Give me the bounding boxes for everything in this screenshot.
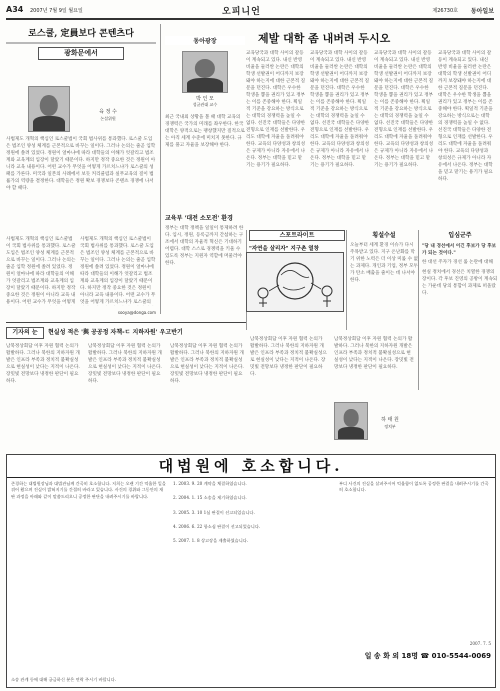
plaza-author-name: 박 인 모 <box>196 96 214 102</box>
ad-item-5: 5. 2007. 1. 8 상고장을 제출하였습니다. <box>173 538 249 544</box>
page-number: A34 <box>6 5 24 14</box>
spotlight-title: "자연을 살리자" 지구촌 열창 <box>249 246 319 252</box>
section-title: 오피니언 <box>222 7 261 17</box>
editorial-body-3: 교육당국과 대학 사이의 갈등이 계속되고 있다. 내신 반영 비율을 둘러싼 논란은 대학의 학생 선발권이 어디까지 보장돼야 하는지에 대한 근본적 질문을 던진다. 대학은 우수한 학생을 뽑을 권리가 있고 정부는 이를 존중해야 한다. 획일적 기준을 강요하는 방식으로는 대학의 경쟁력을 높일 수 없다. 선진국 대학들은 다양한 전형으로 인재를 선발한다. 우리도 대학에 자율을 돌려줘야 한다. 교육의 다양성과 창의성은 규제가 아니라 자유에서 나온다. 정부는 대학을 믿고 맡기는 용기가 필요하다. <box>374 51 434 168</box>
issue-date: 2007년 7월 9일 월요일 <box>30 8 83 14</box>
plaza-label: 동아광장 <box>165 36 245 45</box>
ad-items <box>173 481 333 681</box>
section-label: 광화문에서 <box>38 47 124 60</box>
editorial-title: 제발 대학 좀 내버려 두시오 <box>258 32 391 45</box>
cartoon-column <box>346 230 418 330</box>
reporter-face <box>344 409 359 426</box>
ipsim-column <box>418 230 498 390</box>
spotlight-label: 스포트라이트 <box>249 230 345 241</box>
column-law-school <box>6 24 156 234</box>
column-body: 사법제도 개혁의 핵심인 로스쿨법이 국회 법사위를 통과했다. 로스쿨 도입은 법조인 양성 체계를 근본적으로 바꾸는 일이다. 그러나 논의는 줄곧 입학 정원에 쏠려 있었다. 정원이 얼마냐에 따라 대학들의 이해가 엇갈리고 법조계와 교육계의 입장이 달랐기 때문이다. 하지만 정작 중요한 것은 정원이 아니라 교육 내용이다. 어떤 교수가 무엇을 어떻게 가르치느냐가 로스쿨의 성패를 가른다. 미국과 일본의 사례에서 보듯 커리큘럼과 실무교육의 질이 법률가의 역량을 결정한다. 대학들은 정원 확보 경쟁보다 콘텐츠 경쟁에 나서야 할 때다. <box>6 137 156 191</box>
reporter-eye-body-4: 남북정상회담 이후 자원 협력 논의가 활발하다. 그러나 북한의 지하자원 개발은 인프라 부족과 정치적 불확실성으로 현실성이 낮다는 지적이 나온다. 장밋빛 전망보다 냉정한 판단이 필요하다. <box>250 337 327 377</box>
plaza-author-role: 성균관대 교수 <box>192 102 218 107</box>
cartoon-body: 오늘부터 세계 환경 이슈가 다시 주목받고 있다. 지구 온난화를 막기 위한 노력은 더 이상 미룰 수 없는 과제다. 개인과 기업, 정부 모두가 탄소 배출을 줄이는 데 나서야 한다. <box>350 243 418 283</box>
divider <box>6 42 156 44</box>
plaza-sub-body: 정부는 대학 정책을 일일이 통제하려 한다. 입시, 정원, 등록금까지 간섭하는 구조에서 대학의 자율적 혁신은 기대하기 어렵다. 대학 스스로 경쟁력을 키울 수 있도록 정부는 지원자 역할에 머물러야 한다. <box>165 226 244 266</box>
plaza-author-shoulders <box>187 78 222 92</box>
ad-title: 대법원에 호소합니다. <box>7 455 495 477</box>
reporter-eye-body-5: 남북정상회담 이후 자원 협력 논의가 활발하다. 그러나 북한의 지하자원 개발은 인프라 부족과 정치적 불확실성으로 현실성이 낮다는 지적이 나온다. 장밋빛 전망보다 냉정한 판단이 필요하다. <box>334 337 414 370</box>
ad-signer: 일 송 화 외 18명 <box>364 652 419 660</box>
author-photo <box>28 86 70 132</box>
reporter-eye-column <box>6 322 246 451</box>
column-donga-plaza <box>160 24 245 314</box>
author-shoulders <box>33 116 65 131</box>
cartoon-illustration <box>246 252 344 312</box>
reporter-eye-label: 기자의 눈 <box>6 327 44 339</box>
editorial-main <box>246 30 494 46</box>
editorial-body-2: 교육당국과 대학 사이의 갈등이 계속되고 있다. 내신 반영 비율을 둘러싼 논란은 대학의 학생 선발권이 어디까지 보장돼야 하는지에 대한 근본적 질문을 던진다. 대학은 우수한 학생을 뽑을 권리가 있고 정부는 이를 존중해야 한다. 획일적 기준을 강요하는 방식으로는 대학의 경쟁력을 높일 수 없다. 선진국 대학들은 다양한 전형으로 인재를 선발한다. 우리도 대학에 자율을 돌려줘야 한다. 교육의 다양성과 창의성은 규제가 아니라 자유에서 나온다. 정부는 대학을 믿고 맡기는 용기가 필요하다. <box>310 51 370 168</box>
ad-signature <box>339 651 491 661</box>
reporter-eye-body-2: 남북정상회담 이후 자원 협력 논의가 활발하다. 그러나 북한의 지하자원 개발은 인프라 부족과 정치적 불확실성으로 현실성이 낮다는 지적이 나온다. 장밋빛 전망보다 냉정한 판단이 필요하다. <box>88 344 162 384</box>
column-title: 로스쿨, 定員보다 콘텐츠다 <box>28 29 134 39</box>
ipsim-quote-source: 한 대선 주자가 경선 룰 논란에 대해 <box>422 260 493 265</box>
reporter-eye-body-3: 남북정상회담 이후 자원 협력 논의가 활발하다. 그러나 북한의 지하자원 개발은 인프라 부족과 정치적 불확실성으로 현실성이 낮다는 지적이 나온다. 장밋빛 전망보다 냉정한 판단이 필요하다. <box>170 344 244 384</box>
ipsim-body: 현실 정치에서 경선은 치열한 경쟁의 장이다. 각 후보 진영의 공방이 계속되는 가운데 당의 통합이 과제로 떠올랐다. <box>422 270 498 296</box>
ad-body-right: 부디 사건의 진실을 살펴주시어 억울함이 없도록 공정한 판결을 내려주시기를 간곡히 호소합니다. <box>339 481 489 493</box>
reporter-eye-continued <box>250 336 414 450</box>
advertisement <box>6 454 496 688</box>
ad-item-2: 2. 2004. 1. 15 소송을 제기하였습니다. <box>173 495 247 501</box>
reporter-name: 하 태 원 <box>381 417 399 423</box>
plaza-author-face <box>195 59 215 78</box>
ad-footnote: 소송 관계 등에 대해 궁금하신 분은 연락 주시기 바랍니다. <box>11 677 117 682</box>
plaza-subheading: 교육부 '대전 소모전' 환경 <box>165 215 233 222</box>
plaza-author-photo <box>182 51 228 93</box>
column-body-continued-2: 사법제도 개혁의 핵심인 로스쿨법이 국회 법사위를 통과했다. 로스쿨 도입은 법조인 양성 체계를 근본적으로 바꾸는 일이다. 그러나 논의는 줄곧 입학 정원에 쏠려 있었다. 정원이 얼마냐에 따라 대학들의 이해가 엇갈리고 법조계와 교육계의 입장이 달랐기 때문이다. 하지만 정작 중요한 것은 정원이 아니라 교육 내용이다. 어떤 교수가 무엇을 어떻게 가르치느냐가 로스쿨의 <box>80 237 156 305</box>
reporter-dept: 정치부 <box>384 424 396 429</box>
column-body-continued: 사법제도 개혁의 핵심인 로스쿨법이 국회 법사위를 통과했다. 로스쿨 도입은 법조인 양성 체계를 근본적으로 바꾸는 일이다. 그러나 논의는 줄곧 입학 정원에 쏠려 있었다. 정원이 얼마냐에 따라 대학들의 이해가 엇갈리고 법조계와 교육계의 입장이 달랐기 때문이다. 하지만 정작 중요한 것은 정원이 아니라 교육 내용이다. 어떤 교수가 무엇을 어떻게 <box>6 237 76 305</box>
cartoon-label: 횡설수설 <box>372 232 396 239</box>
editorial-body-4: 교육당국과 대학 사이의 갈등이 계속되고 있다. 내신 반영 비율을 둘러싼 논란은 대학의 학생 선발권이 어디까지 보장돼야 하는지에 대한 근본적 질문을 던진다. 대학은 우수한 학생을 뽑을 권리가 있고 정부는 이를 존중해야 한다. 획일적 기준을 강요하는 방식으로는 대학의 경쟁력을 높일 수 없다. 선진국 대학들은 다양한 전형으로 인재를 선발한다. 우리도 대학에 자율을 돌려줘야 한다. 교육의 다양성과 창의성은 규제가 아니라 자유에서 나온다. 정부는 대학을 믿고 맡기는 용기가 필요하다. <box>438 51 493 182</box>
author-email: sooya@donga.com <box>117 310 156 315</box>
reporter-photo <box>334 402 368 440</box>
page-header <box>6 4 494 20</box>
ad-item-1: 1. 2003. 9. 20 계약을 체결하였습니다. <box>173 481 247 486</box>
ad-body-left: 존경하는 대법원장님과 대법관님께 간곡히 호소합니다. 저희는 오랜 기간 억울한 일을 겪어 왔으며 진실이 밝혀지기를 간절히 바라고 있습니다. 사건의 경위와 그동안의 재판 과정을 아래와 같이 말씀드리오니 공정한 판단을 내려주시기를 바랍니다. <box>11 481 166 499</box>
ad-item-4: 4. 2006. 6. 22 항소심 판결이 선고되었습니다. <box>173 523 261 529</box>
ad-phone: ☎ 010-5544-0069 <box>420 652 491 660</box>
ad-date: 2007. 7. 5 <box>469 641 491 646</box>
author-role: 논설위원 <box>100 116 116 121</box>
ipsim-label: 입심군주 <box>448 232 472 239</box>
author-face <box>40 95 58 116</box>
author-name: 육 정 수 <box>99 109 117 115</box>
issue-number: 제26730호 <box>432 8 458 14</box>
editorial-body-1: 교육당국과 대학 사이의 갈등이 계속되고 있다. 내신 반영 비율을 둘러싼 논란은 대학의 학생 선발권이 어디까지 보장돼야 하는지에 대한 근본적 질문을 던진다. 대학은 우수한 학생을 뽑을 권리가 있고 정부는 이를 존중해야 한다. 획일적 기준을 강요하는 방식으로는 대학의 경쟁력을 높일 수 없다. 선진국 대학들은 다양한 전형으로 인재를 선발한다. 우리도 대학에 자율을 돌려줘야 한다. 교육의 다양성과 창의성은 규제가 아니라 자유에서 나온다. 정부는 대학을 믿고 맡기는 용기가 필요하다. <box>246 51 306 168</box>
newspaper-name: 동아일보 <box>470 8 494 15</box>
plaza-body: 최근 국내외 상황을 볼 때 대학 교육의 경쟁력은 국가의 미래를 좌우한다. 한국 대학은 양적으로는 팽창했지만 질적으로는 아직 세계 수준에 미치지 못한다. 규제를 풀고 자율을 보장해야 한다. <box>165 115 245 148</box>
cartoon-earth-singer-icon <box>247 253 343 311</box>
ad-item-3: 3. 2005. 3. 10 1심 판결이 선고되었습니다. <box>173 509 255 515</box>
ad-rule <box>7 477 495 478</box>
ipsim-quote: "당 내 경선에서 이긴 후보가 당 후보가 되는 것이다." <box>422 244 497 256</box>
reporter-eye-body-1: 남북정상회담 이후 자원 협력 논의가 활발하다. 그러나 북한의 지하자원 개발은 인프라 부족과 정치적 불확실성으로 현실성이 낮다는 지적이 나온다. 장밋빛 전망보다 냉정한 판단이 필요하다. <box>6 344 80 384</box>
reporter-shoulders <box>338 427 364 439</box>
reporter-eye-title: 현실성 적은 '與 공공정 자책-ㄷ 지하자원' 우고반기 <box>48 329 183 336</box>
